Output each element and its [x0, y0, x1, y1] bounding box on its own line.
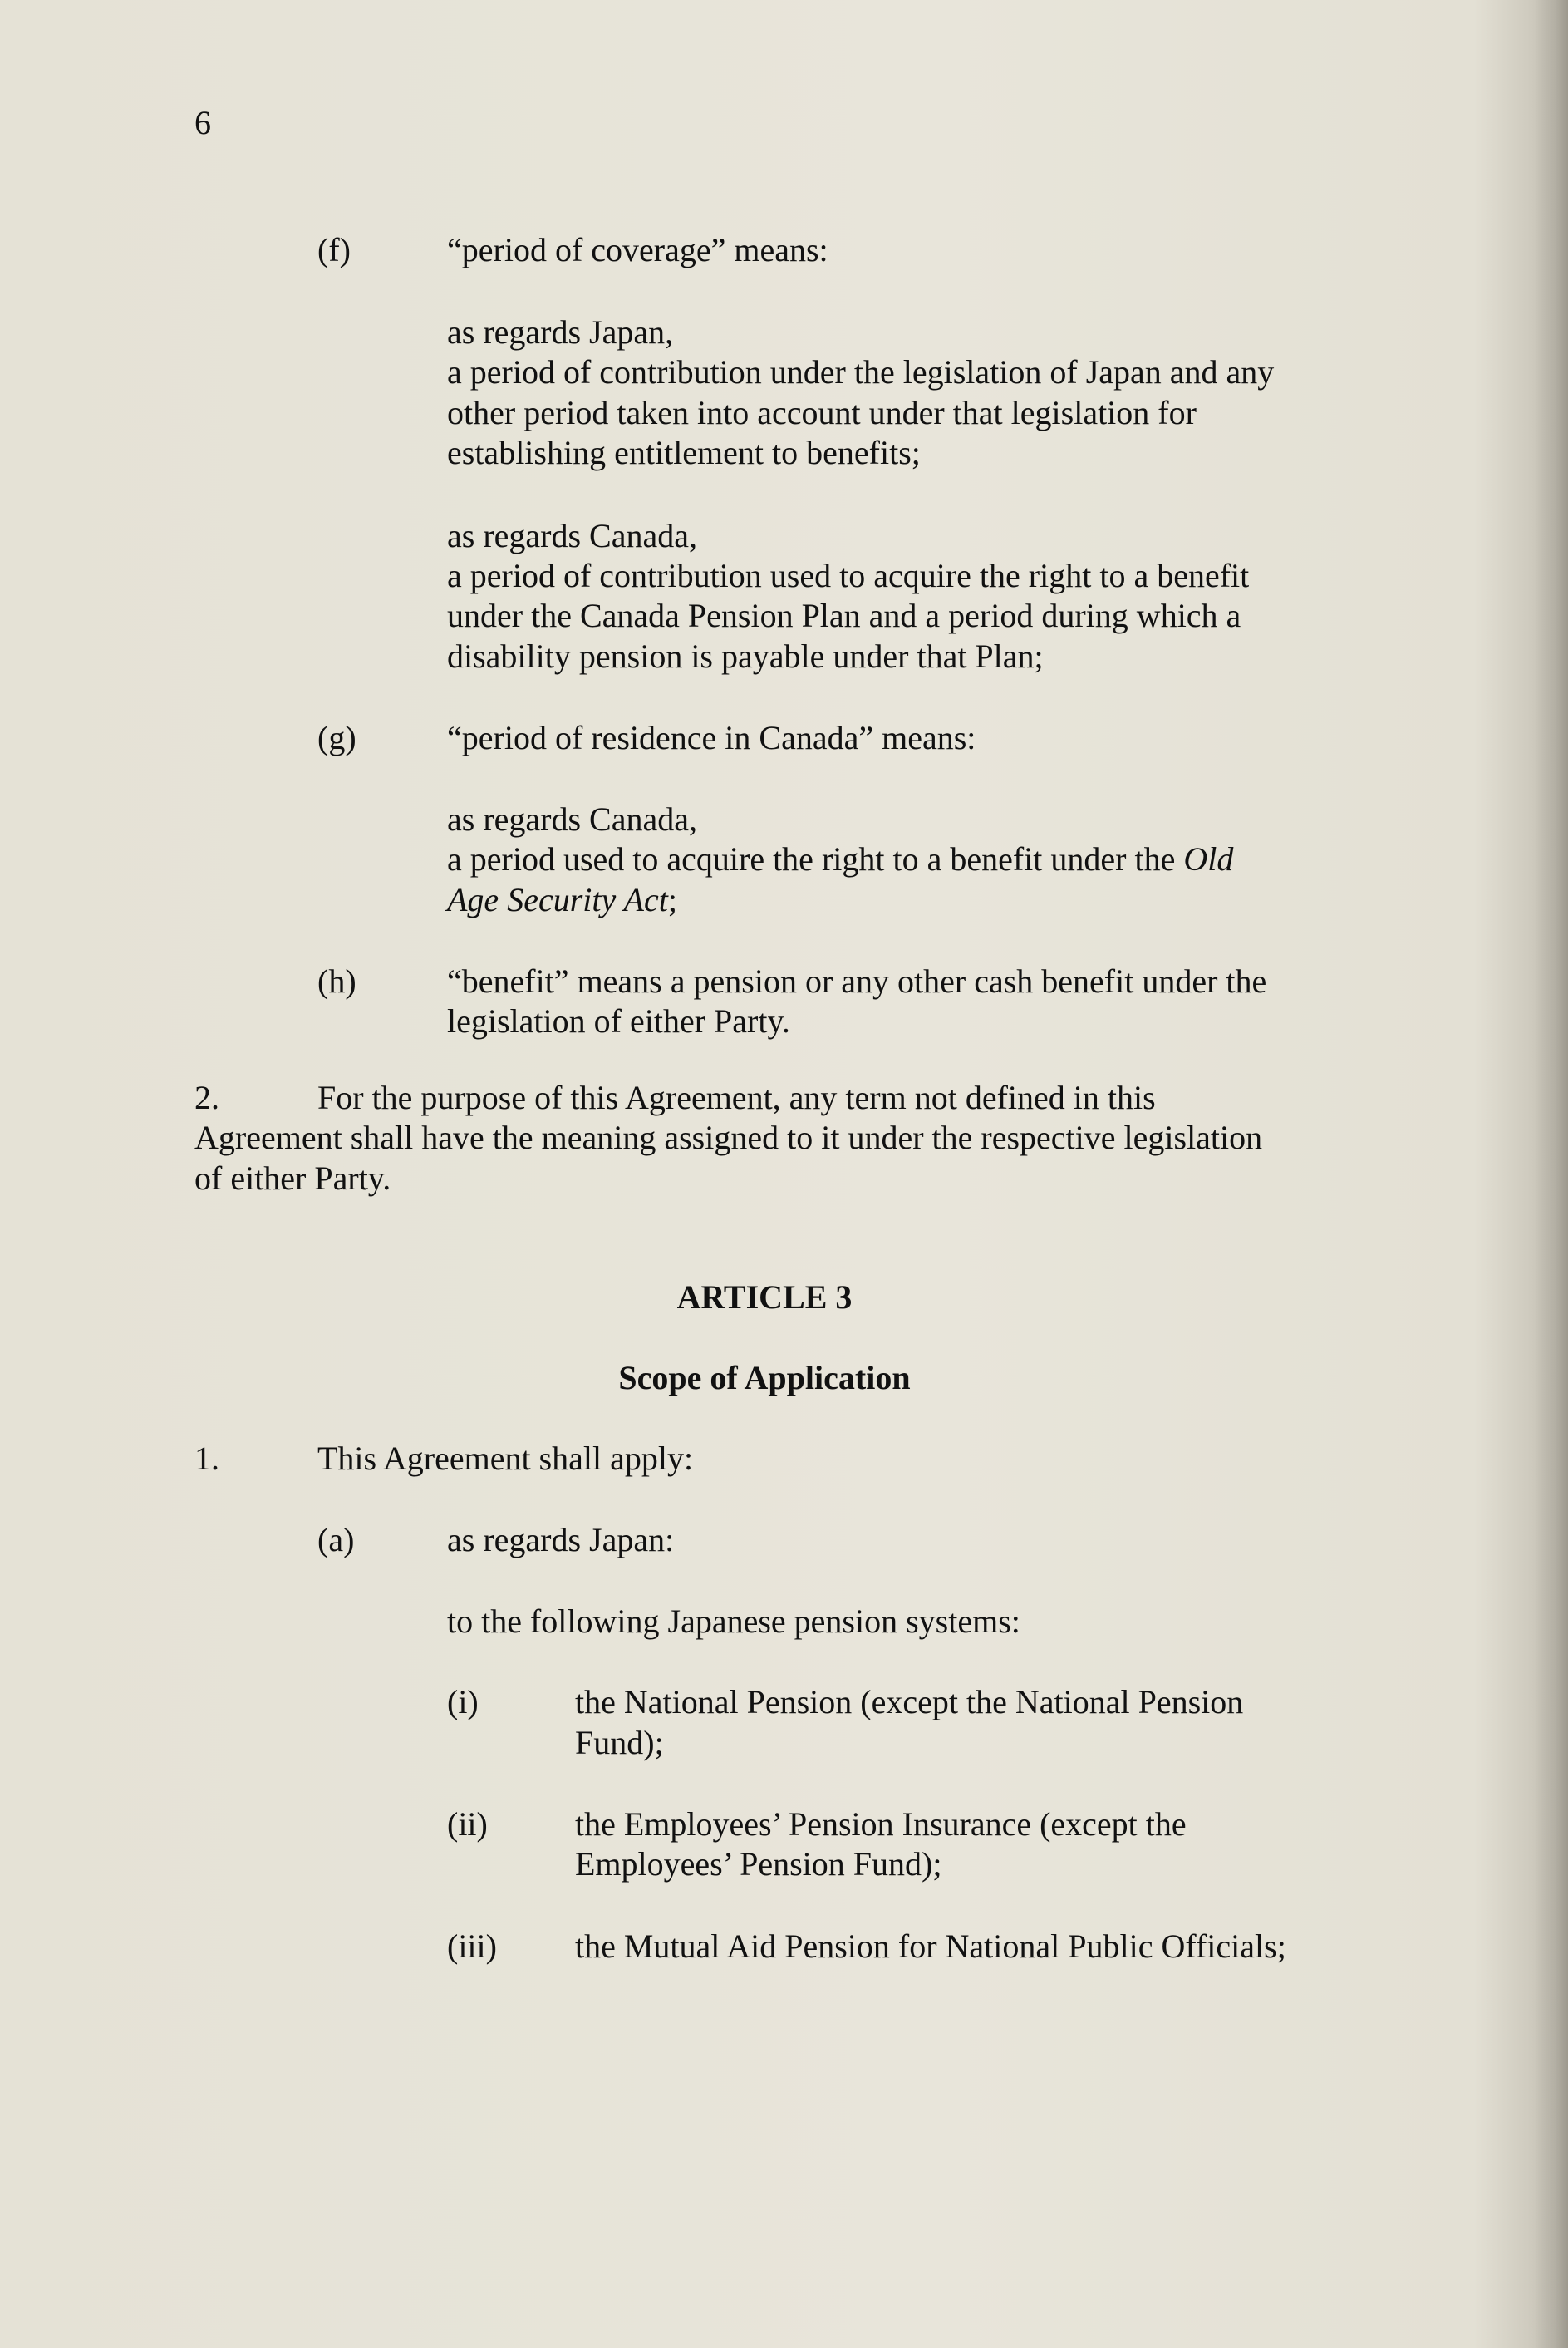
definition-g-line [447, 839, 1233, 880]
act-name-italic: Old [1183, 840, 1234, 878]
paragraph-2-number: 2. [194, 1079, 219, 1116]
definition-h-label: (h) [317, 962, 356, 1000]
definition-h-line: “benefit” means a pension or any other cash benefit under the [447, 962, 1267, 1000]
definition-g-line-text: ; [667, 881, 677, 918]
definition-g-label: (g) [317, 719, 356, 756]
article-subtitle: Scope of Application [618, 1359, 911, 1396]
sub-a-label: (a) [317, 1521, 355, 1558]
paragraph-1-number: 1. [194, 1440, 219, 1477]
page-number: 6 [194, 104, 211, 141]
paragraph-2-line: Agreement shall have the meaning assigned to it under the respective legislation [194, 1119, 1263, 1156]
item-ii-label: (ii) [447, 1805, 488, 1843]
definition-f-canada-line: a period of contribution used to acquire the right to a benefit [447, 557, 1250, 594]
definition-f-japan-line: a period of contribution under the legislation of Japan and any [447, 353, 1275, 391]
page-edge-shadow [1535, 0, 1568, 2348]
definition-f-label: (f) [317, 231, 351, 268]
paragraph-2-line: For the purpose of this Agreement, any term not defined in this [317, 1079, 1156, 1116]
item-ii-line: Employees’ Pension Fund); [575, 1845, 942, 1883]
definition-f-canada-line: disability pension is payable under that Plan; [447, 637, 1044, 675]
definition-g-title: “period of residence in Canada” means: [447, 719, 976, 756]
sub-a-intro: to the following Japanese pension systems: [447, 1602, 1020, 1640]
definition-g-line-text: a period used to acquire the right to a benefit under the [447, 840, 1184, 878]
definition-g-heading: as regards Canada, [447, 800, 697, 838]
definition-f-japan-heading: as regards Japan, [447, 313, 674, 351]
definition-f-canada-heading: as regards Canada, [447, 517, 697, 554]
act-name-italic: Age Security Act [447, 881, 668, 918]
item-iii-label: (iii) [447, 1927, 497, 1965]
article-title: ARTICLE 3 [676, 1278, 853, 1316]
definition-f-japan-line: other period taken into account under that legislation for [447, 394, 1197, 431]
paragraph-1-text: This Agreement shall apply: [317, 1440, 694, 1477]
paragraph-2-line: of either Party. [194, 1159, 391, 1197]
item-i-line: the National Pension (except the National Pension [575, 1683, 1244, 1720]
definition-f-japan-line: establishing entitlement to benefits; [447, 434, 921, 471]
item-iii-line: the Mutual Aid Pension for National Public Officials; [575, 1927, 1286, 1965]
definition-f-canada-line: under the Canada Pension Plan and a period during which a [447, 597, 1241, 634]
definition-h-line: legislation of either Party. [447, 1002, 790, 1040]
item-i-label: (i) [447, 1683, 479, 1720]
item-ii-line: the Employees’ Pension Insurance (except the [575, 1805, 1187, 1843]
item-i-line: Fund); [575, 1724, 664, 1761]
definition-f-title: “period of coverage” means: [447, 231, 828, 268]
sub-a-text: as regards Japan: [447, 1521, 675, 1558]
definition-g-line [447, 880, 677, 921]
